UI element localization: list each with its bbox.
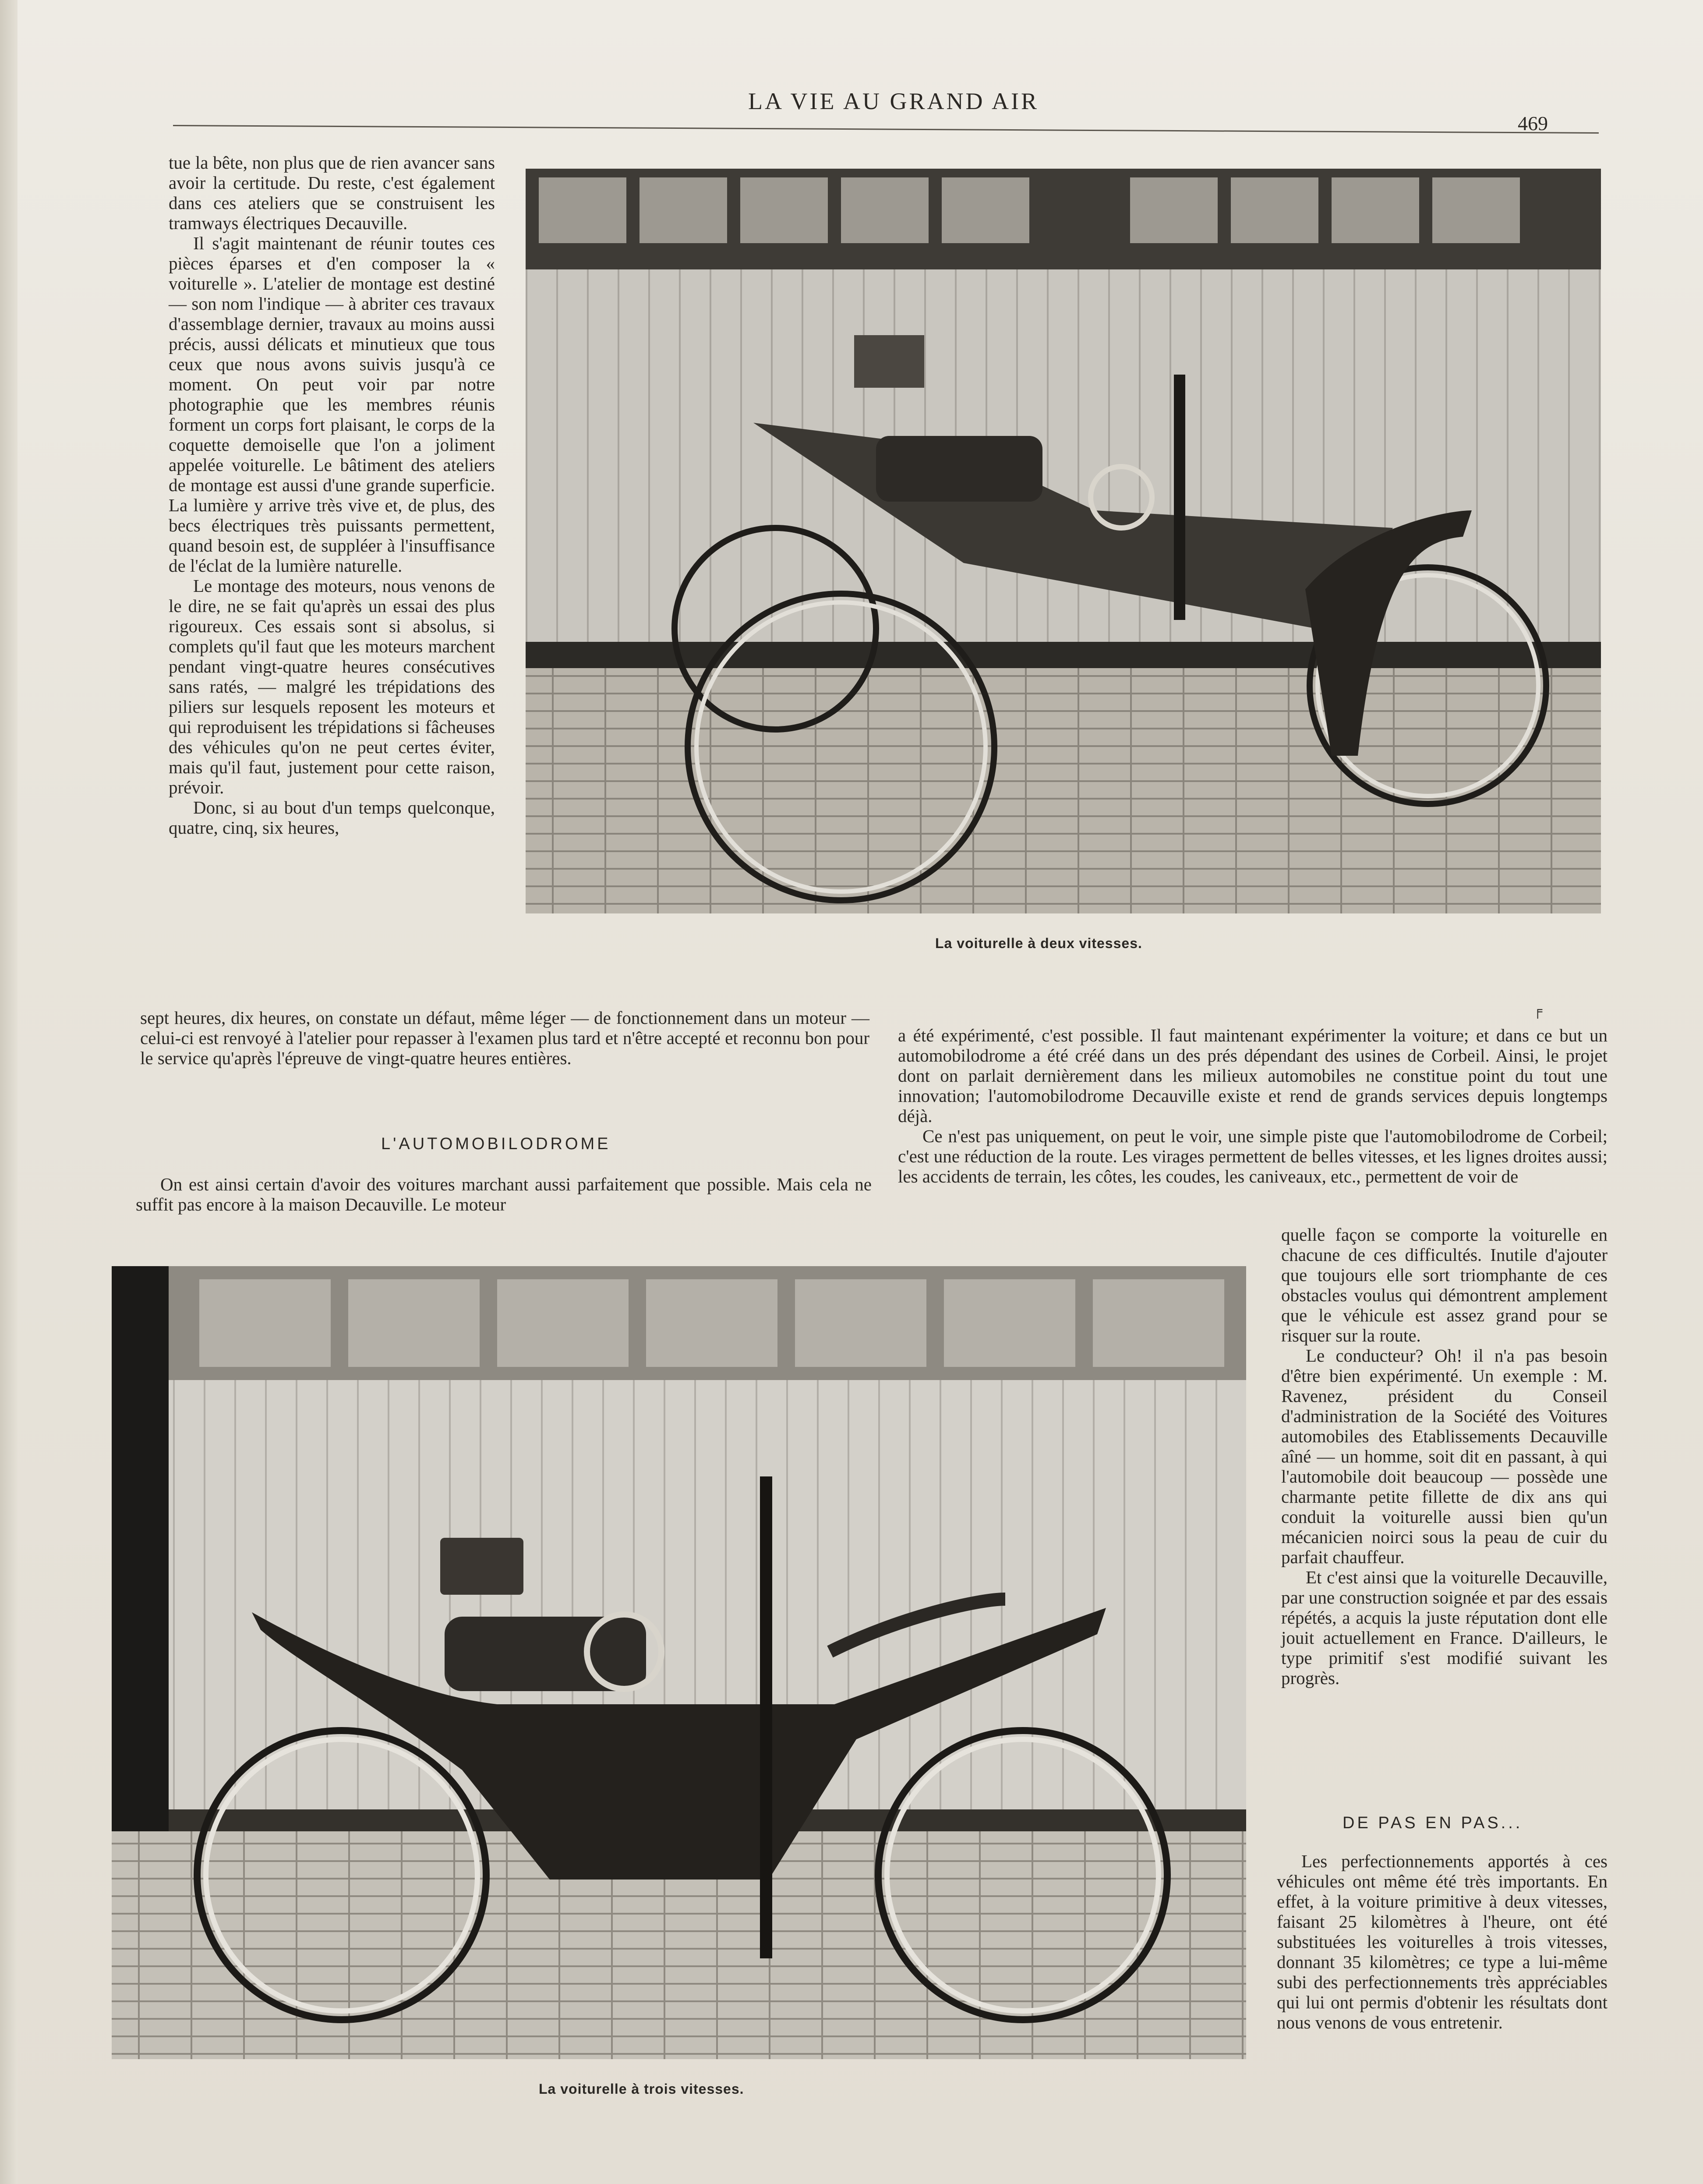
- paragraph: Ce n'est pas uniquement, on peut le voir, une simple piste que l'automobilodrome de Corbeil; c'est une réduction de la route. Les virages permettent de belles vitesses, et les lignes droites aussi; les accidents de terrain, les côtes, les coudes, les caniveaux, etc., permettent de voir de: [898, 1126, 1608, 1186]
- paragraph: Le montage des moteurs, nous venons de le dire, ne se fait qu'après un essai des plus rigoureux. Ces essais sont si absolus, si complets qu'il faut que les moteurs marchent pendant vingt-quatre heures consécutives sans ratés, — malgré les trépidations des piliers sur lesquels reposent les moteurs et qui reproduisent les trépidations si fâcheuses des véhicules qu'on ne peut certes éviter, mais qu'il faut, justement pour cette raison, prévoir.: [169, 576, 495, 797]
- paragraph: tue la bête, non plus que de rien avancer sans avoir la certitude. Du reste, c'est également dans ces ateliers que se construisent les tramways électriques Decauville.: [169, 152, 495, 233]
- page-left-edge: [0, 0, 18, 2184]
- column-section2-text: [1277, 1851, 1608, 2032]
- paragraph: Et c'est ainsi que la voiturelle Decauville, par une construction soignée et par des essais répétés, a acquis la juste réputation dont elle jouit actuellement en France. D'ailleurs, le type primitif s'est modifié suivant les progrès.: [1281, 1567, 1608, 1688]
- column-right-narrow: [1281, 1225, 1608, 1688]
- section-heading-automobilodrome: L'AUTOMOBILODROME: [381, 1135, 611, 1153]
- page-number: 469: [1518, 112, 1548, 135]
- magazine-title: LA VIE AU GRAND AIR: [748, 88, 1039, 114]
- photo-voiturelle-three-speed: [112, 1266, 1246, 2059]
- column-right-mid: [898, 1025, 1608, 1186]
- section-heading-de-pas-en-pas: DE PAS EN PAS...: [1343, 1814, 1523, 1832]
- paragraph: sept heures, dix heures, on constate un défaut, même léger — de fonctionnement dans un moteur — celui-ci est renvoyé à l'atelier pour repasser à l'examen plus tard et n'être accepté et reconnu bon pour le service qu'après l'épreuve de vingt-quatre heures entières.: [140, 1008, 869, 1068]
- paragraph: Les perfectionnements apportés à ces véhicules ont même été très importants. En effet, à la voiture primitive à deux vitesses, faisant 25 kilomètres à l'heure, ont été substituées les voiturelles à trois vitesses, donnant 35 kilomètres; ce type a lui-même subi des perfectionnements très appréciables qui lui ont permis d'obtenir les résultats dont nous venons de vous entretenir.: [1277, 1851, 1608, 2032]
- paragraph: a été expérimenté, c'est possible. Il faut maintenant expérimenter la voiture; et dans ce but un automobilodrome a été créé dans un des prés dépendant des usines de Corbeil. Ainsi, le projet dont on parlait dernièrement dans les milieux automobiles ne constitue point du tout une innovation; l'automobilodrome Decauville existe et rend de grands services depuis longtemps déjà.: [898, 1025, 1608, 1126]
- paragraph: On est ainsi certain d'avoir des voitures marchant aussi parfaitement que possible. Mais cela ne suffit pas encore à la maison Decauville. Le moteur: [136, 1174, 872, 1214]
- print-mark: ╒: [1533, 1003, 1543, 1018]
- column-left-wide: [140, 1008, 869, 1068]
- paragraph: quelle façon se comporte la voiturelle en chacune de ces difficultés. Inutile d'ajouter que toujours elle sort triomphante de ces obstacles voulus qui démontrent amplement que le véhicule est assez grand pour se risquer sur la route.: [1281, 1225, 1608, 1345]
- column-left-top: [169, 152, 495, 838]
- photo-voiturelle-two-speed: [526, 169, 1601, 913]
- paragraph: Donc, si au bout d'un temps quelconque, quatre, cinq, six heures,: [169, 797, 495, 838]
- column-section1-text: [136, 1174, 872, 1214]
- caption-photo-top: La voiturelle à deux vitesses.: [935, 935, 1142, 951]
- paragraph: Le conducteur? Oh! il n'a pas besoin d'être bien expérimenté. Un exemple : M. Ravenez, président du Conseil d'administration de la Société des Voitures automobiles des Etablissements Decauville aîné — un homme, soit dit en passant, à qui l'automobile doit beaucoup — possède une charmante petite fillette de dix ans qui conduit la voiturelle aussi bien qu'un mécanicien noirci sous la peau de cuir du parfait chauffeur.: [1281, 1345, 1608, 1567]
- caption-photo-bottom: La voiturelle à trois vitesses.: [539, 2081, 744, 2097]
- paragraph: Il s'agit maintenant de réunir toutes ces pièces éparses et d'en composer la « voiturelle ». L'atelier de montage est destiné — son nom l'indique — à abriter ces travaux d'assemblage dernier, travaux au moins aussi précis, aussi délicats et minutieux que tous ceux que nous avons suivis jusqu'à ce moment. On peut voir par notre photographie que les membres réunis forment un corps fort plaisant, le corps de la coquette demoiselle que l'on a joliment appelée voiturelle. Le bâtiment des ateliers de montage est aussi d'une grande superficie. La lumière y arrive très vive et, de plus, des becs électriques très puissants permettent, quand besoin est, de suppléer à l'insuffisance de l'éclat de la lumière naturelle.: [169, 233, 495, 576]
